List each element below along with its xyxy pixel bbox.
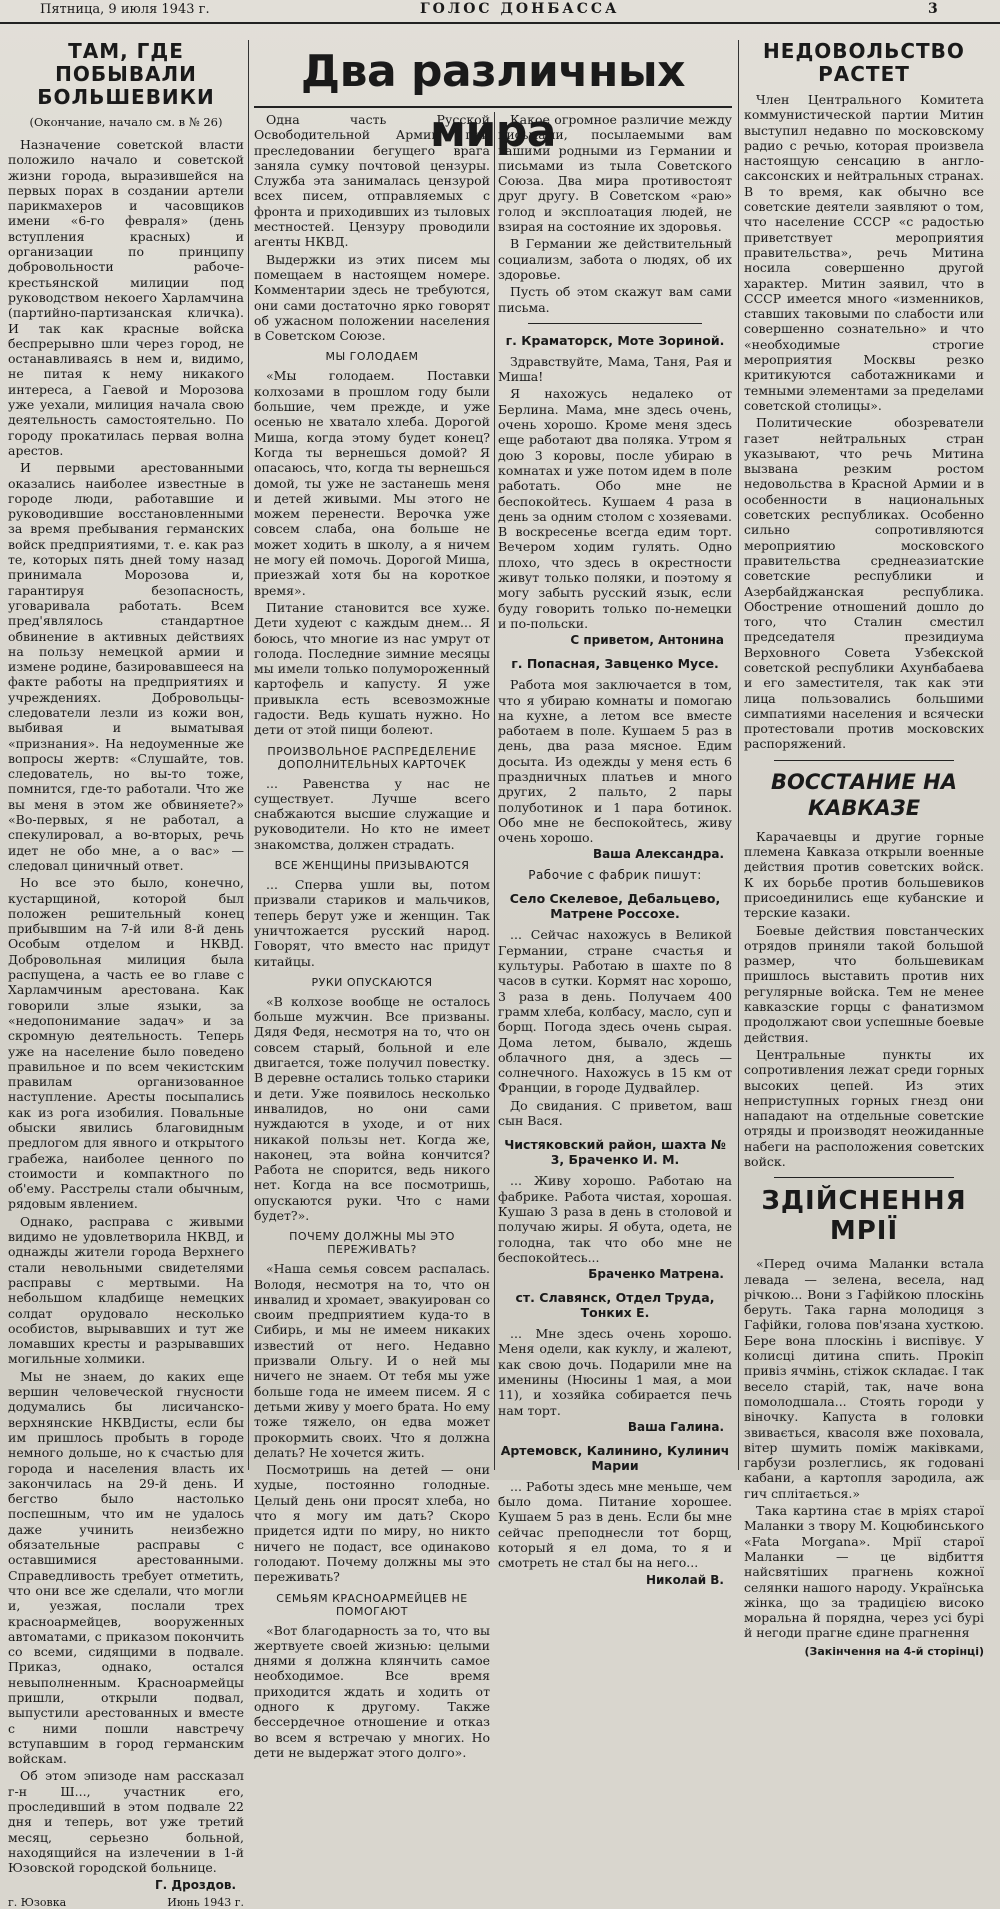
dateline [8,1896,244,1909]
paragraph: Однако, расправа с живыми видимо не удовлетворила НКВД, и однажды жители города Верхнего стали невольными свидетелями расправы с мертвыми. На небольшом кладбище немецких солдат орудовало несколько особистов, вырывавших и тут же ломавших кресты и разрывавших могильные холмики. [8,1213,244,1367]
paragraph: Пусть об этом скажут вам сами письма. [498,284,732,315]
paragraph: Така картина стає в мріях старої Маланки з твору М. Коцюбинського «Fata Morgana». Мрії старої Маланки — це відбиття найсвятіших прагнень кожної селянки нашого народу. Українська жінка, що за традицією високо моральна й порядна, через усі бурі й негоди прагне єдине прагнення [744,1503,984,1641]
letter-signature: Браченко Матрена. [588,1267,724,1282]
paragraph: Карачаевцы и другие горные племена Кавказа открыли военные действия против советских войск. К их борьбе против большевиков присоединились еще кубанские и терские казаки. [744,828,984,921]
article-title: ВОССТАНИЕ НА КАВКАЗЕ [771,769,957,820]
paragraph: Но все это было, конечно, кустарщиной, которой был положен решительный конец прибывшим на 7-й или 8-й день Особым отделом и НКВД. Добровольная милиция была распущена, а часть ее во главе с Харламчиным арестована. Как говорили злые языки, за «недопонимание задач» и за скромную деятельность. Теперь уже на население было поведено правильное и по всем чекистским правилам организованное наступление. Аресты посыпались как из рога изобилия. Повальные обыски явились благовидным предлогом для явного и открытого грабежа, наиболее ценного по стоимости и компактного по об'ему. Расстрелы стали обычным, рядовым явлением. [8,875,244,1212]
paragraph: «Наша семья совсем распалась. Володя, несмотря на то, что он инвалид и хромает, эвакуирован со своим предприятием куда-то в Сибирь, и мы не имеем никаких известий от него. Недавно призвали Ольгу. И о ней мы ничего не знаем. От тебя мы уже больше года не имеем писем. Я с детьми живу у моего брата. Но ему тоже тяжело, он едва может прокормить своих. Что я должна делать? Не хочется жить. [254,1261,490,1460]
letters-from-ussr [254,112,490,1760]
paragraph: «Перед очима Маланки встала левада — зелена, весела, над річкою... Вони з Гафійкою плоскінь беруть. Така гарна молодиця з Гафійки, голова пов'язана хусткою. Бере вона плоскінь і виспівує. У колисці дитина спить. Прокіп привіз ячмінь, стіжок складає. І так весело старій, так, наче вона помолодшала... Стоять городи у віночку. Капуста в головки звивається, квасоля вже поховала, вітер шумить поміж маківками, гарбузи розлеглись, як годовані кабани, а картопля зародила, аж гич сплітається.» [744,1256,984,1501]
letter-signature: С приветом, Антонина [570,633,724,648]
paragraph: «Вот благодарность за то, что вы жертвуете своей жизнью: целыми днями я должна клянчить самое необходимое. Все время приходится ждать и ходить от одного к другому. Также бессердечное отношение и отказ во всем я встречаю у многих. Но дети не выдержат этого долго». [254,1622,490,1760]
column-rule [494,112,495,1470]
letter-address: г. Попасная, Завценко Мусе. [511,656,719,672]
article-title: ТАМ, ГДЕ ПОБЫВАЛИ БОЛЬШЕВИКИ [37,39,215,109]
paragraph: ... Работы здесь мне меньше, чем было дома. Питание хорошее. Кушаем 5 раз в день. Если бы мне сейчас преподнесли тот борщ, который я ел дома, то я и смотреть не стал бы на него... [498,1478,732,1571]
issue-date: Пятница, 9 июля 1943 г. [40,2,210,17]
paragraph: В Германии же действительный социализм, забота о людях, об их здоровье. [498,236,732,282]
continuation-note: (Закінчення на 4-й сторінці) [804,1644,984,1658]
paragraph: И первыми арестованными оказались наиболее известные в городе люди, работавшие и руководившие восстановленными за время пребывания германских войск предприятиями, т. е. как раз те, которых пять дней тому назад принимала Морозова и, гарантируя безопасность, уговаривала работать. Всем пред'являлось стандартное обвинение в активных действиях на пользу немецкой армии и измене родине, базировавшееся на факте работы на предприятиях и учреждениях. Добровольцы-следователи лезли из кожи вон, выбивая и выматывая «признания». На недоуменные же вопросы жертв: «Слушайте, тов. следователь, но вы-то тоже, помнится, где-то работали. Что же вы меня в этом же обвиняете?» «Во-первых, я не работал, а спекулировал, а во-вторых, речь идет не обо мне, а о вас» — следовал циничный ответ. [8,460,244,873]
section-heading: РУКИ ОПУСКАЮТСЯ [311,975,433,989]
paragraph: Центральные пункты их сопротивления лежат среди горных высоких цепей. Из этих неприступных горных гнезд они нападают на отдельные советские отряды и производят неожиданные набеги на расположения советских войск. [744,1046,984,1169]
paragraph: Назначение советской власти положило начало и советской жизни города, выразившейся на первых порах в создании артели парикмахеров и часовщиков имени «6-го февраля» (день вступления красных) и организации по принципу добровольности рабоче-крестьянской милиции под руководством некоего Харламчина (партийно-партизанская кличка). И так как красные войска беспрерывно шли через город, не останавливаясь в нем и, видимо, не питая к нему никакого интереса, а Гаевой и Морозова уже уехали, милиция начала свою деятельность самостоятельно. По городу прокатилась первая волна арестов. [8,137,244,458]
paragraph: Какое огромное различие между письмами, посылаемыми вам вашими родными из Германии и письмами из тыла Советского Союза. Два мира противостоят друг другу. В Советском «раю» голод и эксплоатация людей, не взирая на состояние их здоровья. [498,112,732,235]
article-title: ЗДІЙСНЕННЯ МРІЇ [761,1186,967,1247]
paragraph: Боевые действия повстанческих отрядов приняли такой большой размер, что большевикам пришлось выставить против них регулярные войска. Тем не менее кавказские горцы с фанатизмом продолжают свои успешные боевые действия. [744,922,984,1045]
divider [774,1177,954,1178]
page-number: 3 [928,1,938,17]
article-where-bolsheviks-were [8,39,244,1909]
letters-from-germany [498,112,732,1587]
divider [774,760,954,761]
paragraph: «Мы голодаем. Поставки колхозами в прошлом году были большие, чем прежде, и уже осенью не хватало хлеба. Дорогой Миша, когда этому будет конец? Когда ты вернешься домой? Я опасаюсь, что, когда ты вернешься домой, ты уже не застанешь меня и детей живыми. Мы этого не можем перенести. Верочка уже совсем слаба, она больше не может ходить в школу, а я ничем не могу ей помочь. Дорогой Миша, приезжай хотя бы на короткое время». [254,368,490,598]
paragraph: Одна часть Русской Освободительной Армии при преследовании бегущего врага заняла сумку почтовой цензуры. Служба эта занималась цензурой всех писем, отправляемых с фронта и приходивших из тыловых местностей. Цензуру проводили агенты НКВД. [254,112,490,250]
letter-address: ст. Славянск, Отдел Труда, Тонких Е. [515,1290,715,1321]
article-title: НЕДОВОЛЬСТВО РАСТЕТ [763,39,965,86]
letter-address: г. Краматорск, Моте Зориной. [505,332,725,348]
section-heading: МЫ ГОЛОДАЕМ [325,350,419,364]
paragraph: До свидания. С приветом, ваш сын Вася. [498,1097,732,1129]
dateline-date: Июнь 1943 г. [167,1895,244,1909]
letter-address: Артемовск, Калинино, Кулинич Марии [500,1442,730,1473]
section-heading: Рабочие с фабрик пишут: [528,868,702,883]
letter-signature: Николай В. [645,1572,724,1587]
section-heading: ПРОИЗВОЛЬНОЕ РАСПРЕДЕЛЕНИЕ ДОПОЛНИТЕЛЬНЫХ КАРТОЧЕК [267,744,477,771]
letter-address: Чистяковский район, шахта № 3, Браченко И. М. [504,1137,726,1168]
continuation-note: (Окончание, начало см. в № 26) [29,115,223,129]
page-header [0,0,1000,24]
letter-signature: Ваша Александра. [592,847,724,862]
column-rule [248,40,249,1470]
paragraph: ... Равенства у нас не существует. Лучше всего снабжаются высшие служащие и руководители. Но кто не имеет знакомства, должен страдать. [254,775,490,852]
paragraph: ... Мне здесь очень хорошо. Меня одели, как куклу, и жалеют, как свою дочь. Подарили мне на именины (Нюсины 1 мая, а мои 11), и хозяйка собирается печь нам торт. [498,1326,732,1418]
paragraph: Мы не знаем, до каких еще вершин человеческой гнусности додумались бы лисичанско-верхнянские НКВДисты, если бы им пришлось пробыть в городе немного дольше, но к счастью для города и населения власть их закончилась на 29-й день. И бегство было настолько поспешным, что им не удалось даже учинить неизбежно обязательные расправы с оставшимися арестованными. Справедливость требует отметить, что они все же сделали, что могли и, уезжая, послали трех красноармейцев, вооруженных автоматами, с приказом покончить со всеми, сидящими в подвале. Приказ, однако, остался невыполненным. Красноармейцы пришли, открыли подвал, выпустили арестованных и вместе с ними пошли навстречу вступавшим в город германским войскам. [8,1368,244,1767]
paragraph: Политические обозреватели газет нейтральных стран указывают, что речь Митина вызвана резким ростом недовольства в Красной Армии и в особенности в национальных советских республиках. Особенно сильно сопротивляются мероприятию московского правительства среднеазиатские советские республики и Азербайджанская республика. Обострение отношений дошло до того, что Сталин сместил председателя президиума Верховного Совета Узбекской советской республики Ахунбабаева и его заместителя, так как эти лица пользовались большими симпатиями населения и всячески протестовали против московских распоряжений. [744,415,984,752]
dateline-place: г. Юзовка [8,1895,67,1909]
paragraph: Я нахожусь недалеко от Берлина. Мама, мне здесь очень, очень хорошо. Кроме меня здесь еще работают два поляка. Утром я дою 3 коровы, после убираю в комнатах и уже потом идем в поле работать. Обо мне не беспокойтесь. Кушаем 4 раза в день за одним столом с хозяевами. В воскресенье всегда едим торт. Вечером ходим гулять. Одно плохо, что здесь в окрестности живут только поляки, и поэтому я могу забыть русский язык, если буду говорить только по-немецки и по-польски. [498,386,732,631]
paragraph: ... Сперва ушли вы, потом призвали стариков и мальчиков, теперь берут уже и женщин. Так уничтожается русский народ. Говорят, что вместо нас придут китайцы. [254,877,490,969]
paragraph: «В колхозе вообще не осталось больше мужчин. Все призваны. Дядя Федя, несмотря на то, что он совсем старый, больной и еле двигается, тоже получил повестку. В деревне остались только старики и дети. Уже появилось несколько инвалидов, но они сами нуждаются в уходе, и от них никакой пользы нет. Когда же, наконец, эта война кончится? Работа не спорится, ведь никого нет. Когда на все посмотришь, опускаются руки. Что с нами будет?». [254,993,490,1223]
newspaper-name: ГОЛОС ДОНБАССА [420,1,620,17]
paragraph: Посмотришь на детей — они худые, постоянно голодные. Целый день они просят хлеба, но что я могу им дать? Скоро придется идти по миру, но никто ничего не подаст, все одинаково голодают. Почему должны мы это переживать? [254,1462,490,1585]
main-headline: Два различных мира [254,42,732,108]
paragraph: Выдержки из этих писем мы помещаем в настоящем номере. Комментарии здесь не требуются, они сами достаточно ярко говорят об ужасном положении населения в Советском Союзе. [254,251,490,344]
paragraph: ... Живу хорошо. Работаю на фабрике. Работа чистая, хорошая. Кушаю 3 раза в день в столовой и получаю жиры. Я обута, одета, не голодна, так что обо мне не беспокойтесь... [498,1173,732,1265]
divider [528,323,702,324]
letter-signature: Ваша Галина. [627,1419,724,1434]
letter-address: Село Скелевое, Дебальцево, Матрене Россохе. [509,891,721,922]
paragraph: Здравствуйте, Мама, Таня, Рая и Миша! [498,353,732,385]
paragraph: ... Сейчас нахожусь в Великой Германии, стране счастья и культуры. Работаю в шахте по 8 часов в сутки. Кормят нас хорошо, 3 раза в день. Получаем 400 грамм хлеба, колбасу, масло, суп и борщ. Погода здесь очень сырая. Дома летом, бывало, ждешь облачного дня, а здесь — солнечного. Нахожусь в 15 км от Франции, в городе Дудвайлер. [498,927,732,1096]
section-heading: ПОЧЕМУ ДОЛЖНЫ МЫ ЭТО ПЕРЕЖИВАТЬ? [289,1230,455,1257]
paragraph: Об этом эпизоде нам рассказал г-н Ш..., участник его, проследивший в этом подвале 22 дня и теперь, вот уже третий месяц, серьезно больной, находящийся на излечении в 1-й Юзовской городской больнице. [8,1768,244,1876]
column-rule [738,40,739,1470]
paragraph: Питание становится все хуже. Дети худеют с каждым днем... Я боюсь, что многие из нас умрут от голода. Последние зимние месяцы мы имели только полумороженный картофель и капусту. Я уже привыкла есть всевозможные гадости. Ведь кушать нужно. Но дети от этой пищи болеют. [254,599,490,738]
section-heading: ВСЕ ЖЕНЩИНЫ ПРИЗЫВАЮТСЯ [274,859,470,873]
paragraph: Член Центрального Комитета коммунистической партии Митин выступил недавно по московскому радио с речью, которая произвела настоящую сенсацию в англо-саксонских и нейтральных странах. В то время, как обычно все советские деятели заявляют о том, что население СССР «с радостью приветствует мероприятия правительства», речь Митина носила совершенно другой характер. Митин заявил, что в СССР имеется много «изменников, ставших таковыми по слабости или совершенно сознательно» и что «необходимые строгие мероприятия Москвы резко критикуются саботажниками и темными элементами за пределами советской столицы». [744,92,984,413]
right-column [744,39,984,1658]
section-heading: СЕМЬЯМ КРАСНОАРМЕЙЦЕВ НЕ ПОМОГАЮТ [276,1591,468,1618]
paragraph: Работа моя заключается в том, что я убираю комнаты и помогаю на кухне, а летом все вместе работаем в поле. Кушаем 5 раз в день, два раза мясное. Едим досыта. Из одежды у меня есть 6 праздничных платьев и много других, 2 пальто, 2 пары полуботинок и 1 пара ботинок. Обо мне не беспокойтесь, живу очень хорошо. [498,677,732,846]
author-signature: Г. Дроздов. [155,1877,236,1892]
